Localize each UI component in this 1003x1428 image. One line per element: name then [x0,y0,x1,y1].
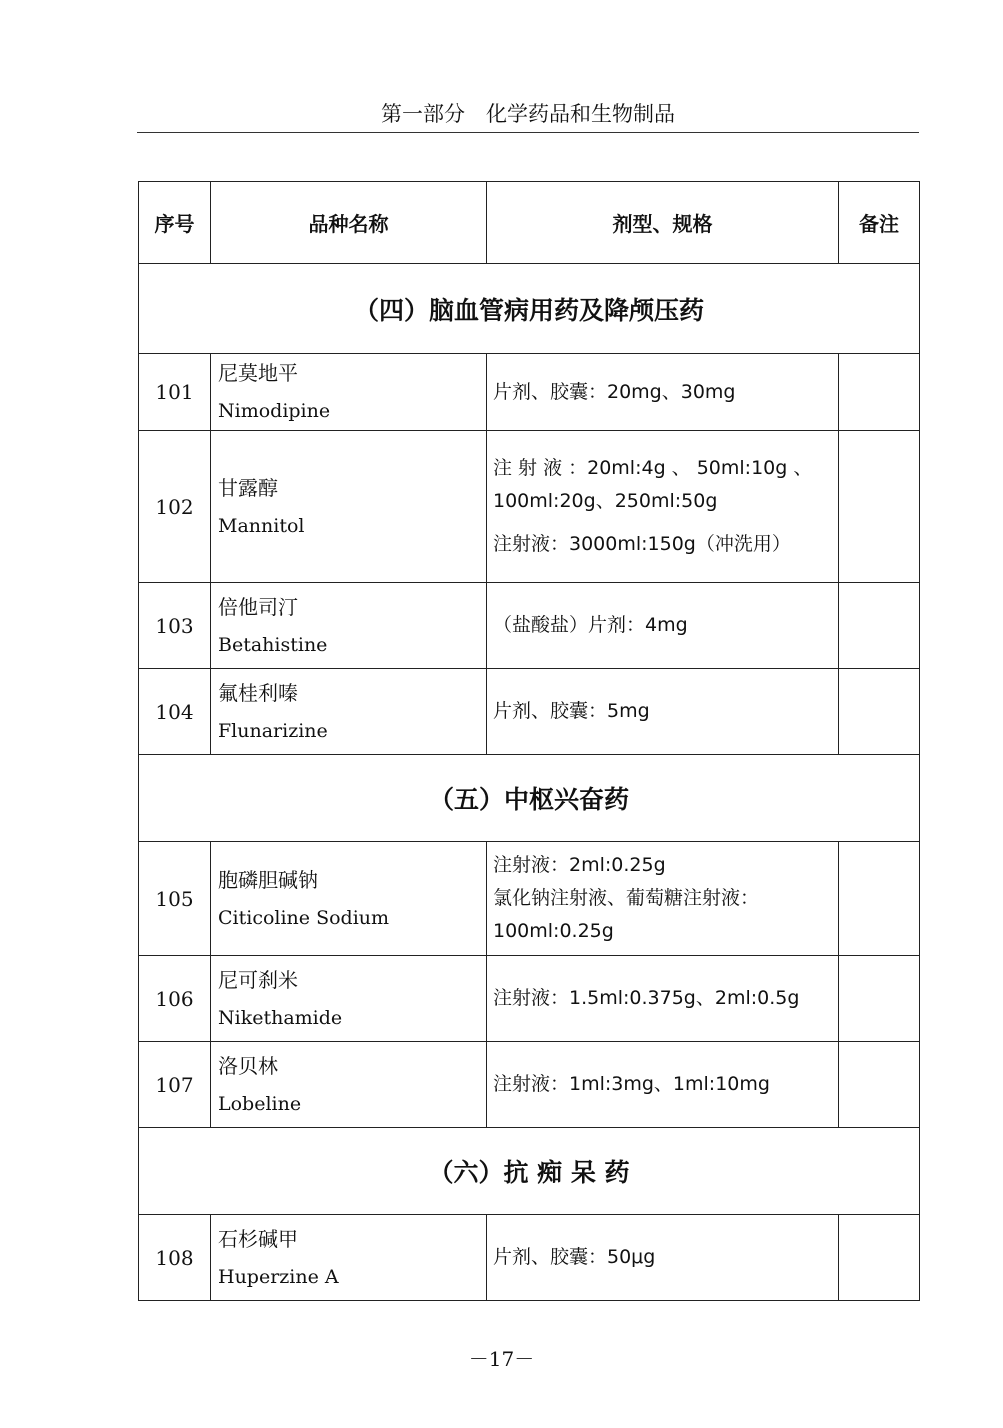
spec-line: 100ml:20g、250ml:50g [493,490,718,512]
section-title: （四）脑血管病用药及降颅压药 [139,264,920,354]
item-name-chinese: 洛贝林 [218,1053,278,1078]
spec-line: 100ml:0.25g [493,920,614,942]
item-name [211,1215,487,1301]
item-name [211,842,487,956]
spec-line: （盐酸盐）片剂：4mg [493,614,688,636]
item-note [839,583,920,669]
item-name-english: Nimodipine [218,400,331,422]
item-name-chinese: 氟桂利嗪 [218,680,298,705]
column-header-number: 序号 [139,182,211,264]
item-spec [487,354,839,431]
item-note [839,842,920,956]
section-title: （六）抗 痴 呆 药 [139,1128,920,1215]
item-name-chinese: 甘露醇 [218,475,278,500]
item-spec [487,842,839,956]
drug-table [138,181,920,1301]
item-name-english: Betahistine [218,633,328,656]
item-note [839,1215,920,1301]
table-row [139,669,920,755]
item-name-chinese: 尼莫地平 [218,361,298,385]
item-number: 104 [139,669,211,755]
item-note [839,431,920,583]
page-number: －17－ [468,1347,535,1371]
spec-line: 片剂、胶囊：20mg、30mg [493,380,736,403]
item-name-english: Lobeline [218,1092,302,1115]
table-row [139,1042,920,1128]
item-number: 106 [139,956,211,1042]
column-header-spec: 剂型、规格 [487,182,839,264]
table-row [139,842,920,956]
item-name [211,1042,487,1128]
item-name [211,354,487,431]
spec-line: 片剂、胶囊：50μg [493,1246,656,1268]
item-number: 102 [139,431,211,583]
item-number: 107 [139,1042,211,1128]
item-spec [487,583,839,669]
item-spec [487,431,839,583]
item-name-chinese: 石杉碱甲 [218,1226,298,1251]
spec-line: 注射液：1.5ml:0.375g、2ml:0.5g [493,987,800,1009]
item-name [211,669,487,755]
item-note [839,354,920,431]
item-number: 101 [139,354,211,431]
item-name-english: Citicoline Sodium [218,906,390,929]
table-row [139,354,920,431]
item-name-english: Nikethamide [218,1006,343,1029]
item-note [839,956,920,1042]
table-row [139,1215,920,1301]
item-name-chinese: 胞磷胆碱钠 [218,867,318,892]
column-header-note: 备注 [839,182,920,264]
item-name [211,956,487,1042]
spec-line: 注射液：2ml:0.25g [493,854,666,876]
item-name-chinese: 尼可刹米 [218,967,298,992]
item-spec [487,1215,839,1301]
table-header-row [139,182,920,264]
item-spec [487,956,839,1042]
section-row [139,264,920,354]
item-name-english: Mannitol [218,514,305,537]
table-row [139,583,920,669]
section-row [139,1128,920,1215]
item-spec [487,1042,839,1128]
spec-line: 氯化钠注射液、葡萄糖注射液： [493,887,760,909]
item-spec [487,669,839,755]
item-name [211,431,487,583]
table-row [139,956,920,1042]
item-note [839,669,920,755]
spec-line: 注射液：1ml:3mg、1ml:10mg [493,1073,770,1095]
table-row [139,431,920,583]
page-header: 第一部分 化学药品和生物制品 [137,96,919,133]
item-name-chinese: 倍他司汀 [218,594,298,619]
column-header-name: 品种名称 [211,182,487,264]
item-name [211,583,487,669]
item-number: 108 [139,1215,211,1301]
item-name-english: Huperzine A [218,1265,339,1288]
item-note [839,1042,920,1128]
item-name-english: Flunarizine [218,719,328,742]
spec-line: 片剂、胶囊：5mg [493,700,650,722]
section-title: （五）中枢兴奋药 [139,755,920,842]
section-row [139,755,920,842]
spec-line: 注射液：3000ml:150g（冲洗用） [493,533,791,555]
spec-line: 注 射 液 ：20ml:4g 、 50ml:10g 、 [493,457,813,479]
item-number: 103 [139,583,211,669]
item-number: 105 [139,842,211,956]
